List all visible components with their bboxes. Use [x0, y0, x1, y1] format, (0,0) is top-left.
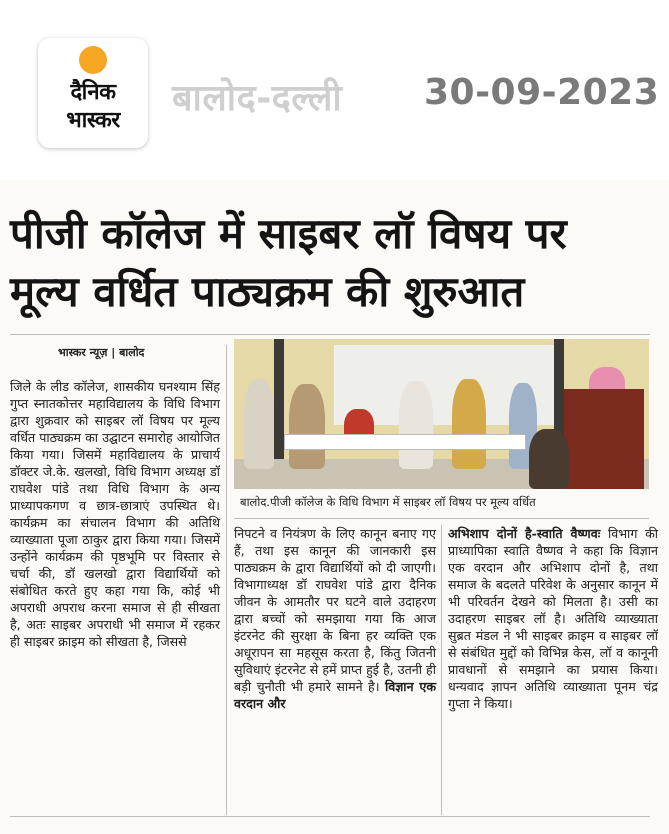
logo-text-line1: दैनिक [70, 80, 116, 105]
column1-text: जिले के लीड कॉलेज, शासकीय घनश्याम सिंह गुप्त स्नातकोत्तर महाविद्यालय के विधि विभाग द्वारा शुक्रवार को साइबर लॉ विषय पर मूल्य वर्धित पाठ्यक्रम का उद्घाटन समारोह आयोजित किया गया। जिसमें महाविद्यालय के प्राचार्य डॉक्टर जे.के. खलखो, विधि विभाग अध्यक्ष डॉ राघवेश पांडे तथा विधि विभाग के अन्य प्राध्यापकगण व छात्र-छात्राएं उपस्थित थे। कार्यक्रम का संचालन विभाग की अतिथि व्याख्याता पूजा ठाकुर द्वारा किया गया। जिसमें उन्होंने कार्यक्रम की पृष्ठभूमि पर विस्तार से चर्चा की, डॉ खलखो द्वारा विद्यार्थियों को संबोधित करते हुए कहा गया कि, कोई भी अपराधी अपराध करना समाज से ही सीखता है, अतः साइबर अपराधी भी समाज में रहकर ही साइबर क्राइम को सीखता है, जिससे [10, 379, 220, 649]
column2-subhead: विज्ञान एक वरदान और [234, 679, 437, 711]
photo-person [289, 384, 325, 469]
column2-text: निपटने व नियंत्रण के लिए कानून बनाए गए हैं, तथा इस कानून की जानकारी इस पाठ्यक्रम के द्वारा विद्यार्थियों को दी जाएगी। विभागाध्यक्ष डॉ राघवेश पांडे द्वारा दैनिक जीवन के आमतौर पर घटने वाले उदाहरण द्वारा बच्चों को समझाया गया कि आज इंटरनेट की सुरक्षा के बिना हर व्यक्ति एक अधूरापन सा महसूस करता है, किंतु जितनी सुविधाएं इंटरनेट से हमें प्राप्त हुई है, उतनी ही बड़ी चुनौती भी हमारे सामने है। [234, 526, 436, 694]
column2-paragraph [234, 525, 436, 712]
column3-paragraph [448, 525, 658, 712]
sun-icon [79, 46, 107, 74]
column-divider [441, 525, 442, 815]
column3-subhead: अभिशाप दोनों है-स्वाति वैष्णवः [448, 526, 601, 541]
article-column-3 [448, 525, 658, 712]
column-divider [226, 345, 227, 815]
event-photo [234, 339, 649, 489]
headline-line2: मूल्य वर्धित पाठ्यक्रम की शुरुआत [10, 267, 525, 316]
article-headline [10, 205, 650, 321]
photo-podium [564, 389, 644, 489]
photo-table [284, 434, 526, 450]
divider [10, 334, 650, 335]
photo-person [244, 379, 274, 469]
divider [10, 816, 650, 817]
photo-caption: बालोद.पीजी कॉलेज के विधि विभाग में साइबर लॉ विषय पर मूल्य वर्धित [240, 495, 536, 509]
dainik-bhaskar-logo [38, 38, 148, 148]
newspaper-header [0, 0, 669, 180]
edition-name: बालोद-दल्ली [172, 78, 343, 119]
publication-date: 30-09-2023 [424, 72, 660, 113]
logo-text-line2: भास्कर [66, 108, 120, 133]
divider [234, 518, 649, 519]
photo-person [399, 381, 433, 469]
article-column-2 [234, 525, 436, 712]
article-column-1 [10, 378, 220, 650]
headline-line1: पीजी कॉलेज में साइबर लॉ विषय पर [10, 209, 567, 258]
column3-text: विभाग की प्राध्यापिका स्वाति वैष्णव ने कहा कि विज्ञान एक वरदान और अभिशाप दोनों है, तथा समाज के बदलते परिवेश के अनुसार कानून में भी परिवर्तन देखने को मिलता है। उसी का उदाहरण साइबर लॉ है। अतिथि व्याख्याता सुब्रत मंडल ने भी साइबर क्राइम व साइबर लॉ से संबंधित मुद्दों को विभिन्न केस, लॉ व कानूनी प्रावधानों से समझाने का प्रयास किया। धन्यवाद ज्ञापन अतिथि व्याख्याता पूनम चंद्र गुप्ता ने किया। [448, 526, 658, 711]
photo-person [452, 379, 486, 469]
byline: भास्कर न्यूज़ | बालोद [58, 346, 145, 359]
photo-audience [529, 429, 569, 489]
